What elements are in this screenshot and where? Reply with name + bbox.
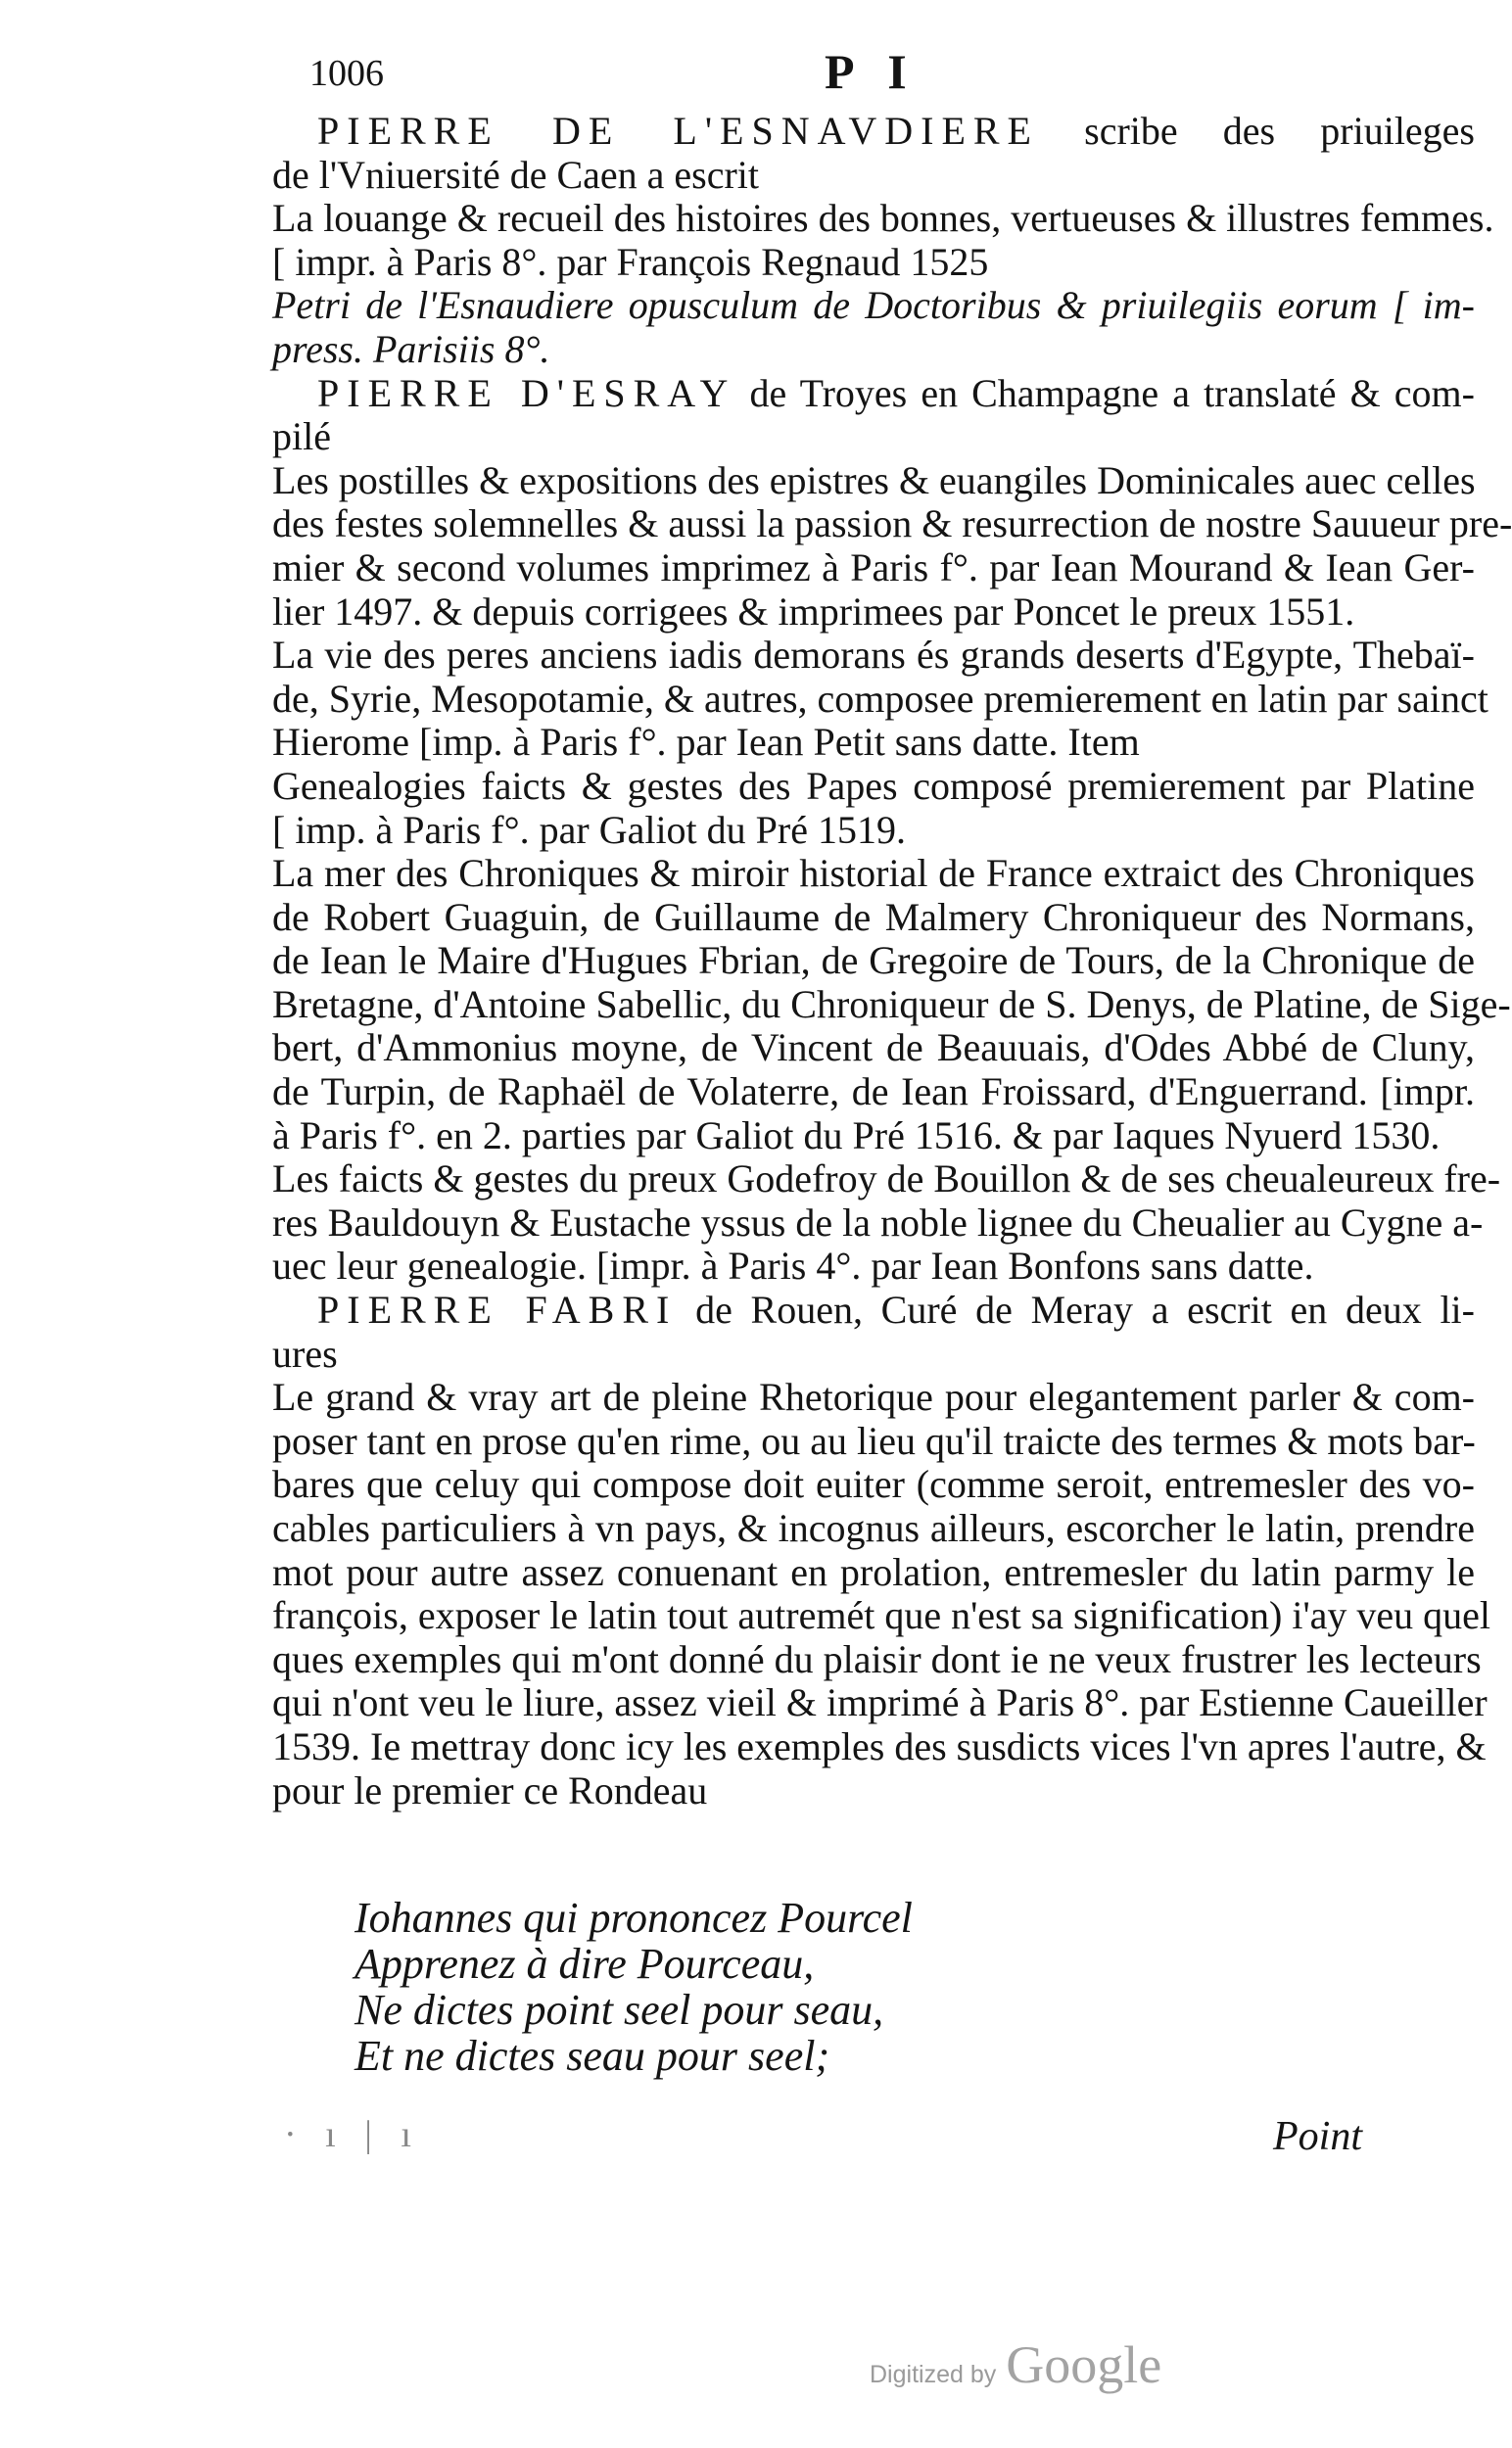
text-line: Petri de l'Esnaudiere opusculum de Doctoribus & priuilegiis eorum [ im- — [272, 283, 1475, 328]
text-line: La louange & recueil des histoires des bonnes, vertueuses & illustres femmes. — [272, 196, 1494, 241]
text-line: ures — [272, 1331, 338, 1376]
text-line: res Bauldouyn & Eustache yssus de la noble lignee du Cheualier au Cygne a- — [272, 1200, 1484, 1245]
text-line: La mer des Chroniques & miroir historial de France extraict des Chroniques — [272, 851, 1475, 896]
digitized-by-label: Digitized by — [870, 2361, 997, 2388]
text-line: Les faicts & gestes du preux Godefroy de Bouillon & de ses cheualeureux fre- — [272, 1156, 1501, 1201]
page-number: 1006 — [309, 53, 384, 94]
text-line: uec leur genealogie. [impr. à Paris 4°. par Iean Bonfons sans datte. — [272, 1244, 1314, 1289]
text-line: qui n'ont veu le liure, assez vieil & imprimé à Paris 8°. par Estienne Caueiller — [272, 1680, 1488, 1725]
text-line: de Turpin, de Raphaël de Volaterre, de Iean Froissard, d'Enguerrand. [impr. — [272, 1069, 1475, 1114]
text-line: Les postilles & expositions des epistres & euangiles Dominicales auec celles — [272, 457, 1476, 502]
text-line: mot pour autre assez conuenant en prolation, entremesler du latin parmy le — [272, 1549, 1475, 1594]
google-logo: Google — [1006, 2335, 1162, 2394]
text-line: 1539. Ie mettray donc icy les exemples des susdicts vices l'vn apres l'autre, & — [272, 1723, 1487, 1768]
text-line: pilé — [272, 414, 331, 459]
text-line: [ impr. à Paris 8°. par François Regnaud 1525 — [272, 239, 989, 284]
text-line: mier & second volumes imprimez à Paris f°. par Iean Mourand & Iean Ger- — [272, 544, 1475, 589]
text-line: press. Parisiis 8°. — [272, 326, 550, 371]
text-line: [ imp. à Paris f°. par Galiot du Pré 1519. — [272, 807, 906, 852]
text-line: ques exemples qui m'ont donné du plaisir dont ie ne veux frustrer les lecteurs — [272, 1636, 1482, 1681]
text-line: de Iean le Maire d'Hugues Fbrian, de Gregoire de Tours, de la Chronique de — [272, 938, 1475, 983]
text-line: de, Syrie, Mesopotamie, & autres, composee premierement en latin par sainct — [272, 676, 1488, 721]
rondeau-verse — [354, 1895, 913, 2079]
text-line: La vie des peres anciens iadis demorans és grands deserts d'Egypte, Thebaï- — [272, 633, 1475, 678]
running-head: P I — [825, 44, 919, 99]
text-line: de Robert Guaguin, de Guillaume de Malmery Chroniqueur des Normans, — [272, 894, 1475, 939]
text-line: PIERRE DE L'ESNAVDIERE scribe des priuileges — [317, 109, 1476, 153]
text-line: des festes solemnelles & aussi la passion & resurrection de nostre Sauueur pre- — [272, 501, 1512, 546]
text-line: de l'Vniuersité de Caen a escrit — [272, 152, 760, 197]
text-line: à Paris f°. en 2. parties par Galiot du Pré 1516. & par Iaques Nyuerd 1530. — [272, 1112, 1441, 1157]
verse-line: Iohannes qui prononcez Pourcel — [354, 1894, 913, 1942]
text-line: poser tant en prose qu'en rime, ou au lieu qu'il traicte des termes & mots bar- — [272, 1418, 1476, 1463]
text-line: bares que celuy qui compose doit euiter (comme seroit, entremesler des vo- — [272, 1462, 1475, 1507]
text-line: PIERRE FABRI de Rouen, Curé de Meray a escrit en deux li- — [317, 1288, 1475, 1333]
verse-line: Apprenez à dire Pourceau, — [354, 1940, 815, 1988]
printer-marks: · ı | ı — [284, 2114, 421, 2155]
text-line: PIERRE D'ESRAY de Troyes en Champagne a translaté & com- — [317, 370, 1475, 415]
text-line: françois, exposer le latin tout autremét que n'est sa signification) i'ay veu quel — [272, 1593, 1491, 1638]
text-line: Hierome [imp. à Paris f°. par Iean Petit sans datte. Item — [272, 720, 1140, 765]
verse-line: Et ne dictes seau pour seel; — [354, 2032, 830, 2080]
page-body — [272, 109, 1512, 1812]
text-line: lier 1497. & depuis corrigees & imprimees par Poncet le preux 1551. — [272, 588, 1355, 634]
catchword: Point — [1273, 2114, 1362, 2159]
text-line: pour le premier ce Rondeau — [272, 1767, 708, 1812]
text-line: bert, d'Ammonius moyne, de Vincent de Beauuais, d'Odes Abbé de Cluny, — [272, 1025, 1475, 1070]
text-line: cables particuliers à vn pays, & incognus ailleurs, escorcher le latin, prendre — [272, 1506, 1475, 1550]
text-line: Le grand & vray art de pleine Rhetorique pour elegantement parler & com- — [272, 1375, 1475, 1420]
text-line: Genealogies faicts & gestes des Papes composé premierement par Platine — [272, 763, 1475, 808]
text-line: Bretagne, d'Antoine Sabellic, du Chroniqueur de S. Denys, de Platine, de Sige- — [272, 981, 1511, 1026]
digitized-by-watermark — [870, 2334, 1161, 2395]
verse-line: Ne dictes point seel pour seau, — [354, 1986, 884, 2034]
